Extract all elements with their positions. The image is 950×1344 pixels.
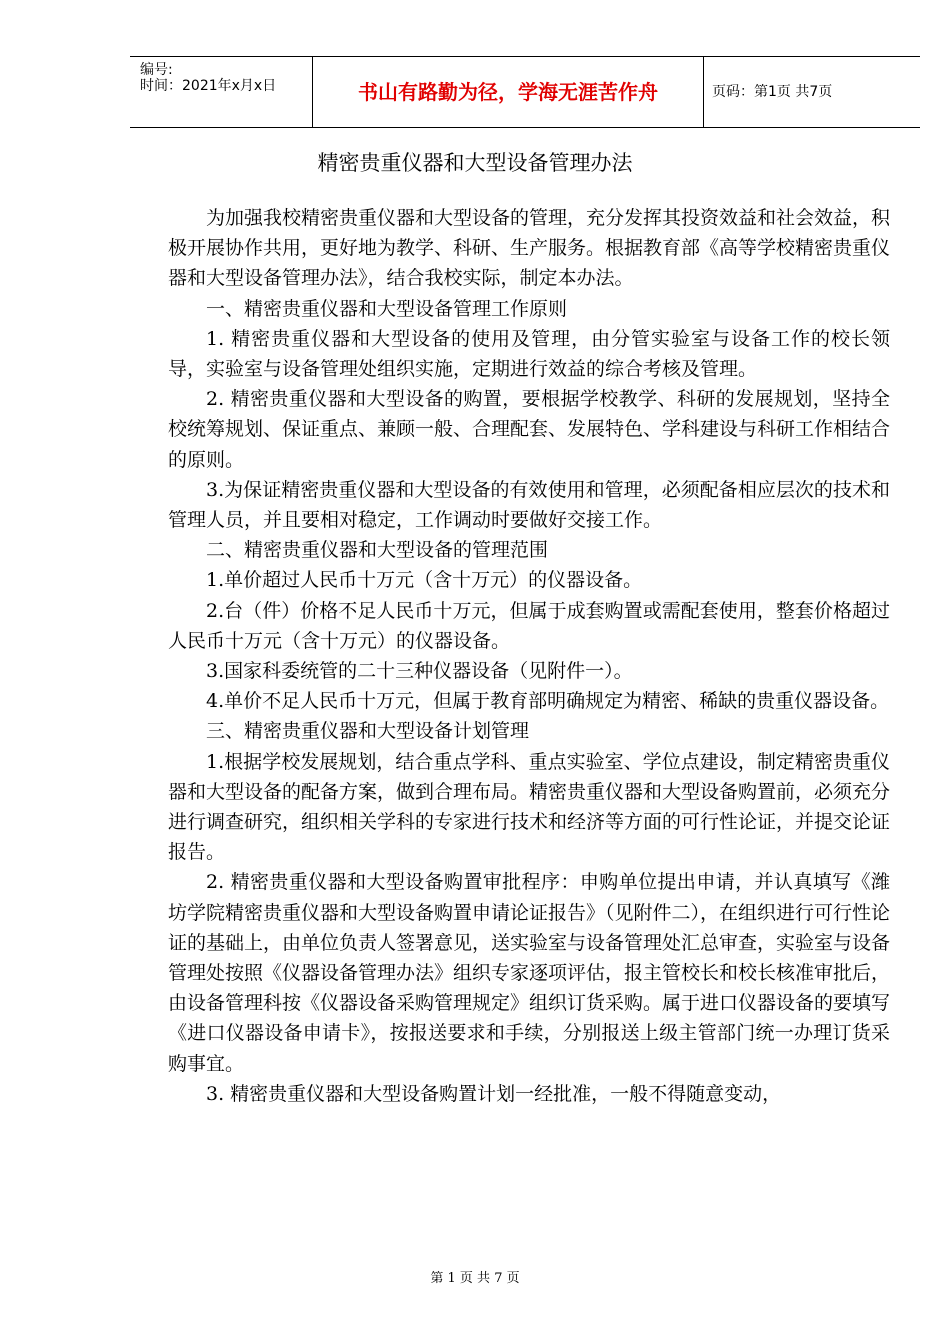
paragraph: 1.单价超过人民币十万元（含十万元）的仪器设备。 [206, 569, 643, 592]
header-meta [140, 62, 276, 94]
section-heading-3: 三、精密贵重仪器和大型设备计划管理 [206, 720, 530, 743]
paragraph: 2. 精密贵重仪器和大型设备购置审批程序：申购单位提出申请，并认真填写《潍坊学院精密贵重仪器和大型设备购置申请论证报告》（见附件二），在组织进行可行性论证的基础上，由单位负责人签署意见，送实验室与设备管理处汇总审查，实验室与设备管理处按照《仪器设备管理办法》组织专家逐项评估，报主管校长和校长核准审批后，由设备管理科按《仪器设备采购管理规定》组织订货采购。属于进口仪器设备的要填写《进口仪器设备申请卡》，按报送要求和手续，分别报送上级主管部门统一办理订货采购事宜。 [168, 871, 891, 1075]
paragraph: 2. 精密贵重仪器和大型设备的购置，要根据学校教学、科研的发展规划，坚持全校统筹规划、保证重点、兼顾一般、合理配套、发展特色、学科建设与科研工作相结合的原则。 [168, 388, 891, 471]
paragraph: 2.台（件）价格不足人民币十万元，但属于成套购置或需配套使用，整套价格超过人民币十万元（含十万元）的仪器设备。 [168, 599, 890, 652]
section-heading-2: 二、精密贵重仪器和大型设备的管理范围 [206, 539, 549, 562]
paragraph: 1. 精密贵重仪器和大型设备的使用及管理，由分管实验室与设备工作的校长领导，实验室与设备管理处组织实施，定期进行效益的综合考核及管理。 [168, 327, 890, 381]
paragraph: 3.为保证精密贵重仪器和大型设备的有效使用和管理，必须配备相应层次的技术和管理人员，并且要相对稳定，工作调动时要做好交接工作。 [168, 478, 890, 532]
document-body [168, 203, 890, 1109]
paragraph: 3.国家科委统管的二十三种仪器设备（见附件一）。 [206, 660, 633, 683]
paragraph: 1.根据学校发展规划，结合重点学科、重点实验室、学位点建设，制定精密贵重仪器和大型设备的配备方案，做到合理布局。精密贵重仪器和大型设备购置前，必须充分进行调查研究，组织相关学科的专家进行技术和经济等方面的可行性论证，并提交论证报告。 [168, 750, 891, 864]
document-title: 精密贵重仪器和大型设备管理办法 [317, 151, 633, 175]
header-page-info: 页码：第1页 共7页 [712, 84, 833, 100]
page-footer: 第 1 页 共 7 页 [430, 1271, 520, 1286]
header-divider [703, 57, 704, 127]
header-table [130, 56, 920, 128]
document-time-label: 时间：2021年x月x日 [140, 78, 277, 94]
section-heading-1: 一、精密贵重仪器和大型设备管理工作原则 [206, 297, 568, 320]
paragraph: 3. 精密贵重仪器和大型设备购置计划一经批准，一般不得随意变动， [206, 1082, 782, 1105]
paragraph: 4.单价不足人民币十万元，但属于教育部明确规定为精密、稀缺的贵重仪器设备。 [206, 690, 890, 713]
document-number-label: 编号: [140, 62, 173, 78]
header-motto: 书山有路勤为径，学海无涯苦作舟 [358, 80, 658, 104]
intro-paragraph: 为加强我校精密贵重仪器和大型设备的管理，充分发挥其投资效益和社会效益，积极开展协作共用，更好地为教学、科研、生产服务。根据教育部《高等学校精密贵重仪器和大型设备管理办法》，结合我校实际，制定本办法。 [168, 207, 891, 290]
